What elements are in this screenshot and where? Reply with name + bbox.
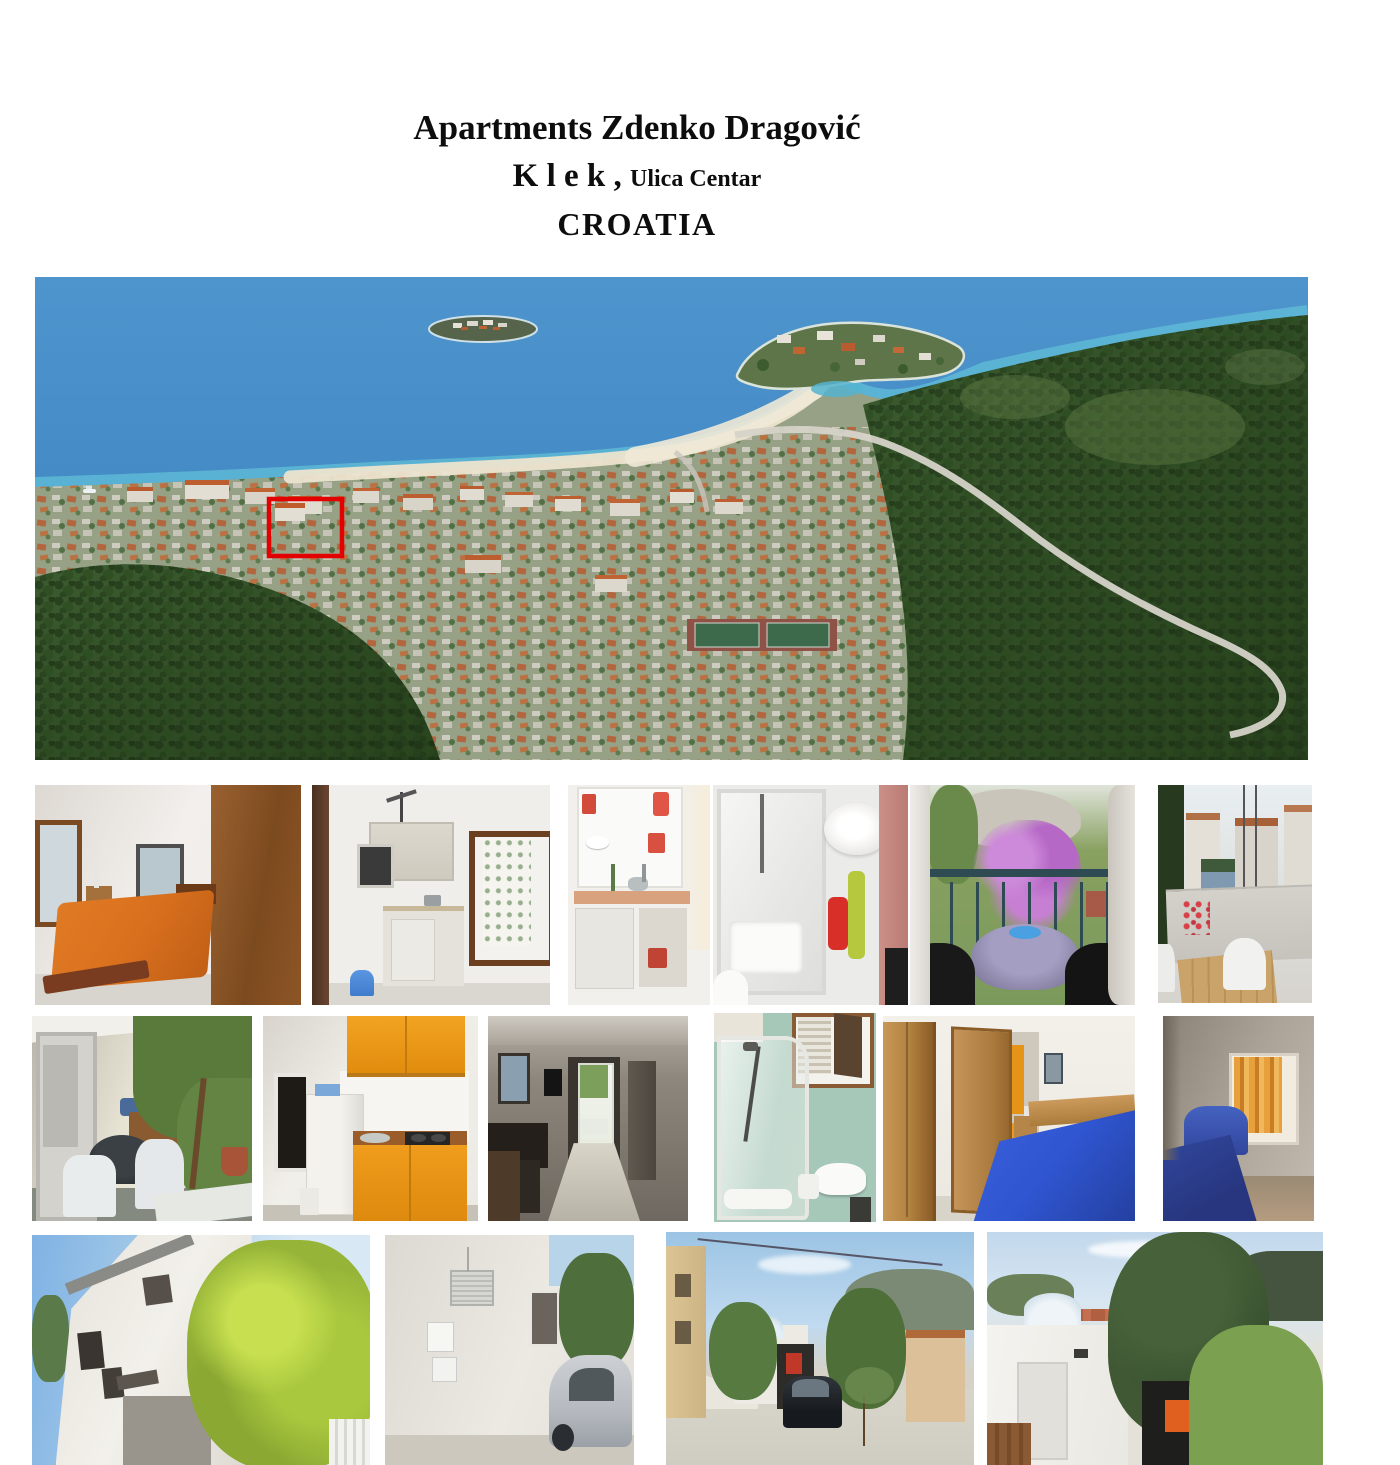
red-cup	[582, 794, 596, 814]
burner-2	[431, 1134, 446, 1142]
photo-bedroom-with-orange-bed[interactable]	[35, 785, 301, 1005]
car-windshield	[569, 1368, 614, 1400]
mini-fridge	[575, 908, 634, 989]
open-shutter	[834, 1013, 862, 1077]
wardrobe	[211, 785, 301, 1005]
tree-left	[709, 1302, 777, 1400]
ceiling	[488, 1016, 688, 1045]
photo-street-with-parking[interactable]	[666, 1232, 974, 1465]
photo-bedroom-with-open-door[interactable]	[883, 1016, 1135, 1221]
photo-bathroom-with-shower[interactable]	[713, 785, 908, 1005]
listing-street: Ulica Centar	[630, 166, 762, 192]
photo-house-exterior-with-yellow-shrub[interactable]	[32, 1235, 370, 1465]
brown-fence	[987, 1423, 1031, 1465]
lamp	[94, 864, 99, 888]
ac-pipe	[467, 1247, 469, 1272]
countertop	[574, 891, 690, 904]
dark-window	[274, 1073, 310, 1171]
right-door	[628, 1061, 656, 1180]
beige-window-2	[675, 1321, 690, 1344]
door-edge	[312, 785, 329, 1005]
wall-sign-2	[432, 1357, 456, 1382]
wall-shadow	[1163, 1016, 1181, 1160]
blue-dish	[1009, 926, 1041, 939]
glass-edge-2	[1255, 785, 1257, 898]
photo-terrace-with-town-view[interactable]	[1158, 785, 1312, 1003]
greenery-outside	[580, 1065, 608, 1098]
sink-tap	[424, 895, 441, 906]
sink-bowl	[814, 1163, 866, 1194]
tennis-courts	[687, 619, 837, 651]
mini-fridge	[391, 919, 436, 980]
photo-bedroom-with-blue-beds[interactable]	[1163, 1016, 1314, 1221]
listing-header	[0, 103, 1274, 246]
red-jar	[648, 833, 665, 853]
small-window	[1074, 1349, 1087, 1358]
islet	[429, 316, 537, 342]
trees	[559, 1253, 634, 1368]
photo-house-among-trees[interactable]	[987, 1232, 1323, 1465]
photo-house-wall-with-parked-car[interactable]	[385, 1235, 634, 1465]
white-fence	[329, 1419, 370, 1465]
terrace-railing	[580, 1119, 608, 1135]
photo-kitchen-shelves-and-sink[interactable]	[568, 785, 710, 1005]
white-chair-left	[1158, 944, 1175, 992]
balcony-rail-bar	[919, 869, 1122, 878]
window-1	[77, 1330, 104, 1369]
photo-kitchen-with-orange-cabinets[interactable]	[263, 1016, 478, 1221]
beige-window-1	[675, 1274, 690, 1297]
white-chair-1	[63, 1155, 116, 1217]
floor	[312, 983, 550, 1005]
aerial-photo-art	[35, 277, 1308, 760]
listing-location	[0, 153, 1274, 202]
shower-hose	[760, 794, 764, 873]
white-bowl	[586, 836, 609, 849]
wall-sign-1	[427, 1322, 454, 1352]
wall-tv	[544, 1069, 562, 1096]
dark-mat	[885, 948, 908, 1005]
red-sign	[786, 1353, 801, 1374]
listing-title: Apartments Zdenko Dragović	[413, 108, 861, 147]
photo-kitchenette-with-curtain-window[interactable]	[312, 785, 550, 1005]
aerial-photo-klek[interactable]	[35, 277, 1308, 760]
cabinet-divider	[405, 1016, 407, 1073]
faucet	[642, 864, 646, 882]
listing-country: CROATIA	[557, 206, 717, 242]
listing-town: K l e k ,	[512, 158, 622, 194]
blue-bucket	[350, 970, 374, 996]
terracotta-pot	[221, 1147, 247, 1176]
window-light	[684, 785, 710, 950]
toilet	[713, 970, 748, 1005]
shower-tray	[729, 921, 803, 974]
door-glass	[43, 1045, 78, 1148]
shower-tray	[724, 1189, 792, 1210]
pillar-left	[910, 785, 930, 1005]
blue-box-on-fridge	[315, 1084, 341, 1096]
white-dome-parasol	[1024, 1293, 1081, 1326]
wardrobe-seam	[906, 1022, 908, 1217]
photo-bathroom-green-tiles[interactable]	[714, 1013, 876, 1222]
framed-picture	[498, 1053, 530, 1104]
orange-sign	[1165, 1400, 1189, 1433]
flower-stems	[611, 864, 615, 890]
window	[529, 1290, 560, 1347]
small-picture	[1044, 1053, 1063, 1084]
car-rear-window	[792, 1379, 829, 1398]
ac-unit	[450, 1270, 494, 1306]
green-towel	[848, 871, 866, 959]
cloud	[758, 1255, 850, 1274]
red-flowers	[1183, 901, 1211, 936]
floral-curtain	[483, 838, 531, 946]
red-bottle	[828, 897, 848, 950]
photo-porch-with-tree-and-chairs[interactable]	[32, 1016, 252, 1221]
wardrobe	[883, 1022, 936, 1221]
light-green-bushes	[1189, 1325, 1323, 1465]
sink	[360, 1133, 390, 1143]
red-pitcher	[653, 792, 669, 816]
white-chair	[1223, 938, 1266, 990]
lit-floor	[548, 1143, 640, 1221]
wall-tv	[357, 844, 394, 887]
stool	[798, 1174, 819, 1199]
photo-hallway-to-bright-door[interactable]	[488, 1016, 688, 1221]
distant-hill	[32, 1295, 69, 1382]
orange-roof-house	[906, 1330, 965, 1422]
pillar-right	[1108, 785, 1135, 1005]
photo-balcony-with-bougainvillea[interactable]	[910, 785, 1135, 1005]
lower-divider	[409, 1145, 411, 1221]
waste-bin	[850, 1197, 871, 1222]
waste-bin	[300, 1188, 319, 1215]
glass-edge-1	[1243, 785, 1245, 894]
shower-head	[743, 1042, 758, 1050]
attic-window	[142, 1275, 173, 1306]
cabinet	[488, 1151, 520, 1221]
red-item	[648, 948, 668, 968]
